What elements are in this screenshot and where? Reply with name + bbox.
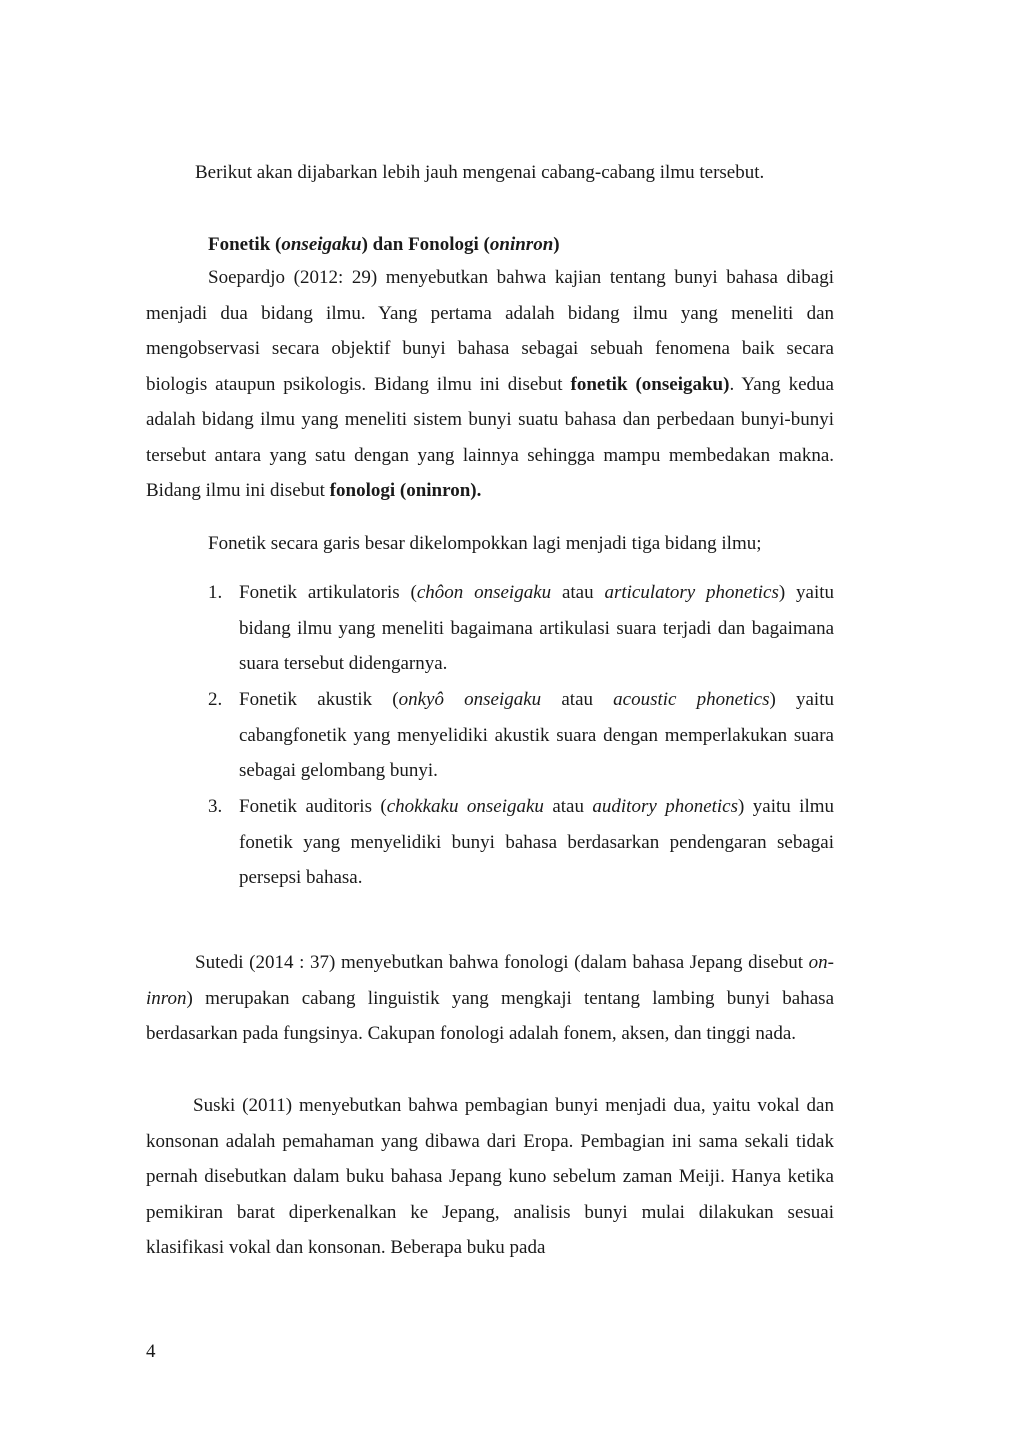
heading-italic-term: onseigaku [281,234,362,255]
list-item [208,682,834,789]
paragraph-text: ) merupakan cabang linguistik yang mengkaji tentang lambing bunyi bahasa berdasarkan pada fungsinya. Cakupan fonologi adalah fonem, aksen, dan tinggi nada. [146,987,834,1044]
list-item-text: Fonetik akustik (onkyô onseigaku atau acoustic phonetics) yaitu cabangfonetik yang menyelidiki akustik suara dengan memperlakukan suara sebagai gelombang bunyi. [239,689,834,781]
heading-text: ) dan Fonologi ( [361,234,490,255]
paragraph-suski: Suski (2011) menyebutkan bahwa pembagian bunyi menjadi dua, yaitu vokal dan konsonan adalah pemahaman yang dibawa dari Eropa. Pembagian ini sama sekali tidak pernah disebutkan dalam buku bahasa Jepang kuno sebelum zaman Meiji. Hanya ketika pemikiran barat diperkenalkan ke Jepang, analisis bunyi mulai dilakukan sesuai klasifikasi vokal dan konsonan. Beberapa buku pada [146,1095,834,1258]
list-intro: Fonetik secara garis besar dikelompokkan lagi menjadi tiga bidang ilmu; [208,533,762,554]
paragraph-text: . Yang kedua adalah bidang ilmu yang meneliti sistem bunyi suatu bahasa dan perbedaan bunyi-bunyi tersebut antara yang satu dengan yang lainnya sehingga mampu membedakan makna. Bidang ilmu ini disebut [146,373,834,501]
list-number: 2. [208,689,223,710]
heading-text: Fonetik ( [208,234,282,255]
list-item [208,789,834,896]
list-item-text: Fonetik artikulatoris (chôon onseigaku atau articulatory phonetics) yaitu bidang ilmu yang meneliti bagaimana artikulasi suara terjadi dan bagaimana suara tersebut didengarnya. [239,582,834,674]
page-number: 4 [146,1341,156,1362]
heading-text: ) [553,234,560,255]
italic-term: on-inron [146,952,834,1009]
list-number: 1. [208,582,223,603]
paragraph-text: Sutedi (2014 : 37) menyebutkan bahwa fonologi (dalam bahasa Jepang disebut [195,952,809,973]
list-item [208,575,834,682]
list-number: 3. [208,796,223,817]
paragraph-sutedi [146,945,834,1052]
bold-term: fonetik (onseigaku) [570,373,730,395]
paragraph-soepardjo [146,260,834,509]
paragraph-text: Soepardjo (2012: 29) menyebutkan bahwa kajian tentang bunyi bahasa dibagi menjadi dua bidang ilmu. Yang pertama adalah bidang ilmu yang meneliti dan mengobservasi secara objektif bunyi bahasa sebagai sebuah fenomena baik secara biologis ataupun psikologis. Bidang ilmu ini disebut [146,267,834,395]
section-heading [208,230,560,260]
list-item-text: Fonetik auditoris (chokkaku onseigaku atau auditory phonetics) yaitu ilmu fonetik yang menyelidiki bunyi bahasa berdasarkan pendengaran sebagai persepsi bahasa. [239,796,834,888]
intro-line: Berikut akan dijabarkan lebih jauh mengenai cabang-cabang ilmu tersebut. [195,162,765,183]
heading-italic-term: oninron [489,234,554,255]
bold-term: fonologi (oninron). [329,480,482,501]
